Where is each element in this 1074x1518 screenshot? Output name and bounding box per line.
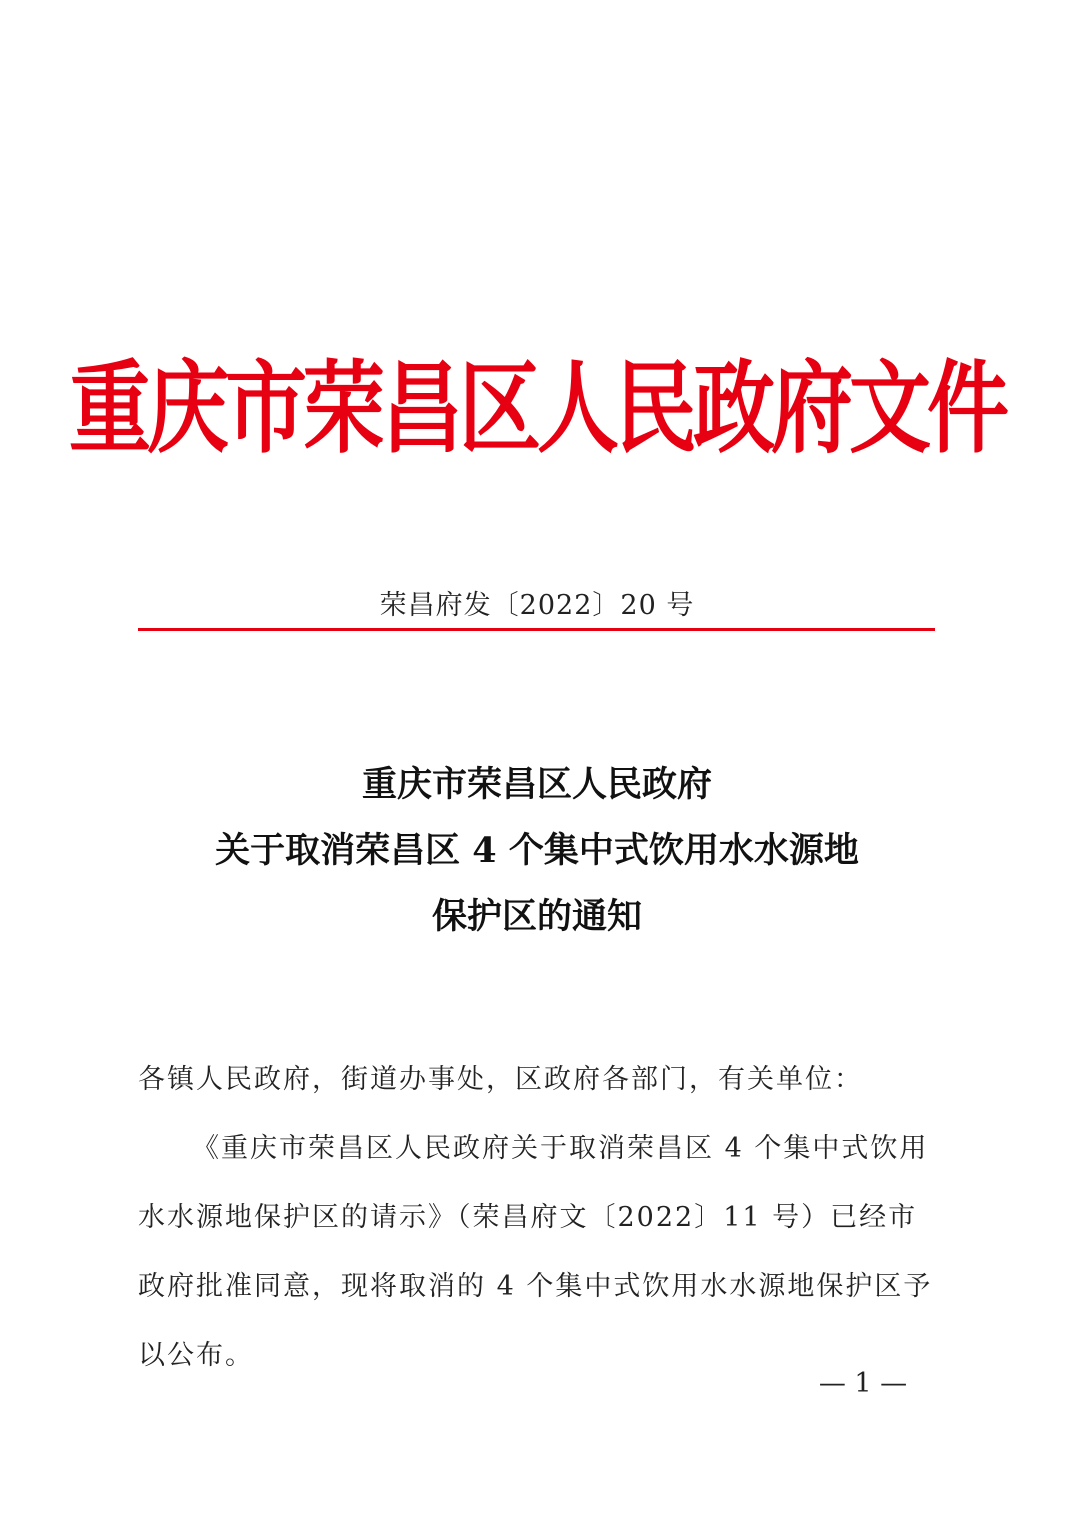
red-divider-line: [138, 628, 935, 631]
title-line-1: 重庆市荣昌区人民政府: [361, 764, 712, 805]
document-title: [0, 752, 1074, 950]
page-number: — 1 —: [818, 1368, 908, 1399]
title-line-2: 关于取消荣昌区 4 个集中式饮用水水源地: [215, 830, 859, 871]
title-line-3: 保护区的通知: [431, 896, 642, 937]
document-number: 荣昌府发〔2022〕20 号: [379, 590, 695, 621]
document-masthead: 重庆市荣昌区人民政府文件: [68, 351, 1005, 468]
salutation: 各镇人民政府，街道办事处，区政府各部门，有关单位：: [138, 1064, 863, 1095]
document-body: [138, 1045, 938, 1390]
body-paragraph: 《重庆市荣昌区人民政府关于取消荣昌区 4 个集中式饮用水水源地保护区的请示》（荣昌府文〔2022〕11 号）已经市政府批准同意，现将取消的 4 个集中式饮用水水源地保护区予以公布。: [138, 1133, 933, 1371]
